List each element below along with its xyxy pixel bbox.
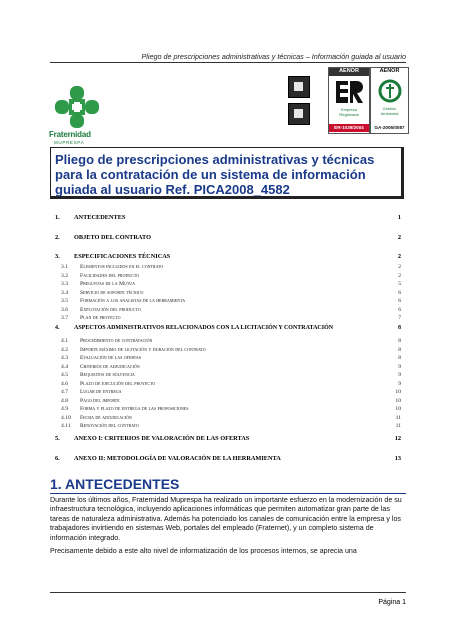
toc-number: 3.6 [61,306,68,313]
toc-page: 10 [395,397,401,404]
toc-label: Plazo de ejecución del proyecto [80,380,156,387]
certificate-mark-icon [288,103,310,125]
environment-logo-icon [378,79,402,103]
toc-number: 4.5 [61,372,68,378]
toc-label: Importe máximo de licitación y duración del contrato [80,346,206,353]
toc-number: 3.2 [61,272,68,279]
er-logo-icon [335,79,363,105]
toc-page: 8 [398,346,401,353]
toc-number: 3.3 [61,281,68,287]
toc-label: ANEXO II: METODOLOGÍA DE VALORACIÓN DE LA HERRAMIENTA [74,455,281,462]
toc-number: 1. [55,214,60,221]
toc-label: OBJETO DEL CONTRATO [74,234,151,241]
toc-number: 6. [55,455,60,462]
er-code: ER-1039/2004 [329,124,369,132]
toc-page: 11 [395,414,401,421]
toc-entry[interactable] [55,234,401,244]
toc-number: 3.1 [61,264,68,270]
toc-page: 9 [398,380,401,387]
toc-page: 8 [398,325,401,331]
toc-subentry[interactable] [55,315,401,325]
toc-page: 2 [397,234,401,241]
toc-page: 8 [398,355,401,361]
toc-page: 9 [398,372,401,378]
document-title: Pliego de prescripciones administrativas y técnicas para la contratación de un sistema de información guiada al usuario Ref. PICA2008_4582 [55,152,375,197]
ga-caption-2: Ambiental [380,111,399,116]
toc-label: Explotación del producto [80,306,141,313]
toc-label: Pago del importe [80,397,120,404]
toc-number: 4.8 [61,397,68,404]
toc-label: Formación a los analistas de la herramienta [80,298,186,304]
toc-label: Plan de proyecto [80,315,121,321]
toc-entry[interactable] [55,214,401,224]
ga-brand: AENOR [379,68,400,74]
toc-number: 4.4 [61,363,68,370]
toc-number: 5. [55,435,60,442]
toc-label: ANEXO I: CRITERIOS DE VALORACIÓN DE LAS OFERTAS [74,435,250,442]
toc-page: 2 [398,264,401,270]
page-number: Página 1 [378,599,406,606]
toc-entry[interactable] [55,455,401,465]
section-heading: 1. ANTECEDENTES [50,476,180,492]
toc-label: Renovación del contrato [80,423,139,429]
toc-number: 4.7 [61,389,68,395]
logo-name: Fraternidad [49,130,91,139]
toc-number: 4.10 [61,414,71,421]
toc-label: ANTECEDENTES [74,214,126,221]
toc-label: Criterios de adjudicación [80,363,140,370]
toc-page: 5 [398,281,401,287]
toc-label: Lugar de entrega [80,389,122,395]
heading-rule [50,493,406,494]
toc-number: 4.1 [61,338,68,344]
toc-number: 4.6 [61,380,68,387]
running-header: Pliego de prescripciones administrativas y técnicas – Información guiada al usuario [141,52,406,61]
toc-entry[interactable] [55,435,401,445]
toc-number: 4.11 [61,423,71,429]
toc-number: 4. [55,325,60,331]
toc-page: 11 [395,423,401,429]
toc-label: Forma y plazo de entrega de las proposiciones [80,406,189,412]
toc-label: Requisitos de solvencia [80,372,135,378]
toc-label: Procedimiento de contratación [80,338,153,344]
ga-code: GA-2005/0087 [374,125,405,130]
toc-label: Elementos incluidos en el contrato [80,264,164,270]
toc-page: 10 [395,406,401,412]
logo-subtitle: MUPRESPA [54,140,85,145]
toc-label: Evaluación de las ofertas [80,355,141,361]
toc-label: Facilidades del producto [80,272,140,279]
toc-label: Servicio de soporte técnico [80,289,144,296]
toc-page: 6 [398,298,401,304]
toc-page: 6 [398,289,401,296]
toc-number: 4.3 [61,355,68,361]
er-certificate-seal [328,67,370,134]
toc-page: 10 [395,389,401,395]
toc-page: 12 [394,435,401,442]
certificate-mark-icon [288,76,310,98]
toc-label: Preguntas de la Mutua [80,281,136,287]
toc-page: 2 [397,253,401,260]
toc-subentry[interactable] [55,423,401,433]
toc-page: 1 [397,214,401,221]
toc-number: 2. [55,234,60,241]
toc-label: ASPECTOS ADMINISTRATIVOS RELACIONADOS CON LA LICITACIÓN Y CONTRATACIÓN [74,325,334,331]
toc-page: 2 [398,272,401,279]
toc-page: 6 [398,306,401,313]
er-brand: AENOR [339,68,359,74]
toc-number: 3.7 [61,315,68,321]
toc-number: 3.5 [61,298,68,304]
er-caption-1: Empresa [340,107,357,112]
ga-caption-1: Gestión [382,106,397,111]
toc-entry[interactable] [55,325,401,335]
body-paragraph: Durante los últimos años, Fraternidad Muprespa ha realizado un importante esfuerzo en la modernización de su infraestructura tecnológica, incluyendo aplicaciones informáticas que permiten automatizar gran parte de las tareas de naturaleza administrativa. Además ha potenciado los canales de comunicación entre la empresa y los trabajadores invirtiendo en sistemas Web, portales del empleado (Fraternet), y un completo sistema de información integrado. [50,496,402,542]
toc-label: Fecha de adjudicación [80,414,132,421]
toc-label: ESPECIFICACIONES TÉCNICAS [74,253,171,260]
toc-entry[interactable] [55,253,401,263]
toc-number: 3.4 [61,289,68,296]
toc-page: 9 [398,363,401,370]
header-rule [50,62,406,63]
er-caption-2: Registrada [339,112,359,117]
toc-page: 13 [394,455,401,462]
footer-rule [50,592,406,593]
body-paragraph: Precisamente debido a este alto nivel de informatización de los procesos internos, se aprecia una [50,547,357,555]
toc-page: 8 [398,338,401,344]
ga-certificate-seal [370,67,409,134]
toc-number: 4.2 [61,346,68,353]
toc-number: 4.9 [61,406,68,412]
toc-page: 7 [398,315,401,321]
toc-number: 3. [55,253,60,260]
